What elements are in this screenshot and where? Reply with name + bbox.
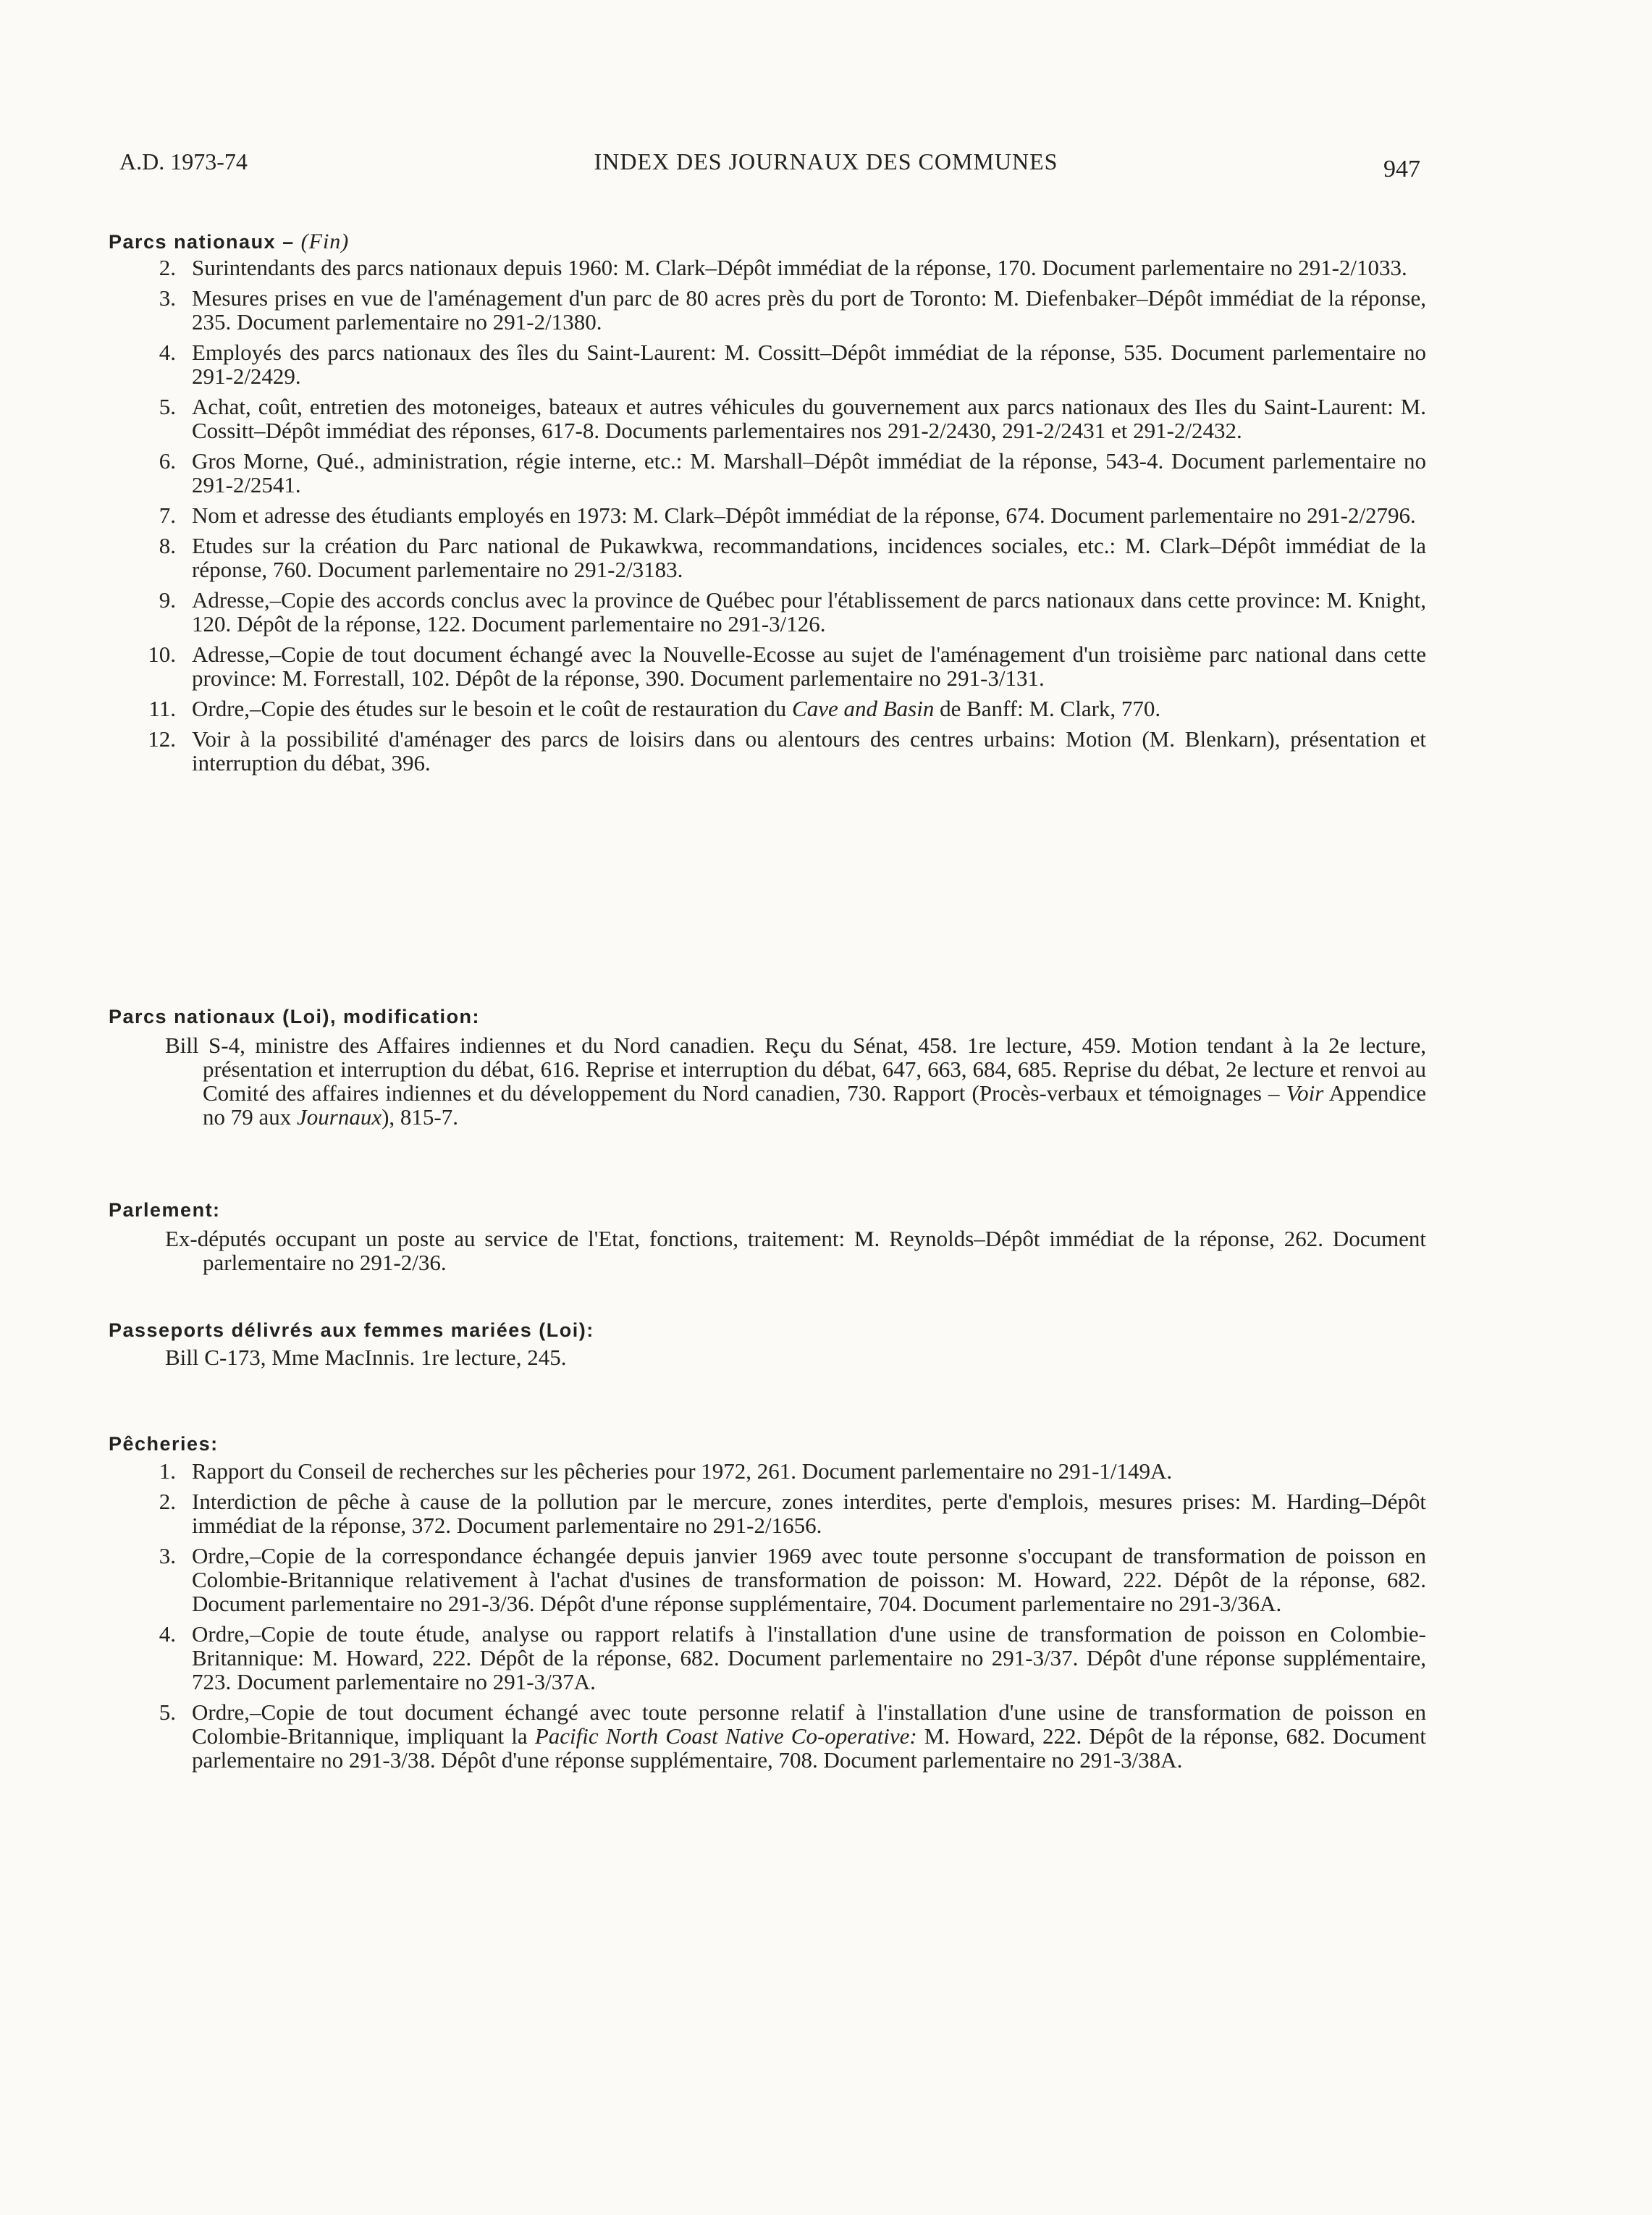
section-paragraph: Bill C-173, Mme MacInnis. 1re lecture, 245. [165,1345,567,1370]
section-parlement [109,1196,1426,1274]
header-title: INDEX DES JOURNAUX DES COMMUNES [594,148,1058,175]
list-item: 11. Ordre,–Copie des études sur le besoin et le coût de restauration du Cave and Basin de Banff: M. Clark, 770. [148,696,1161,721]
page-header [0,148,1652,192]
list-item: 12. Voir à la possibilité d'aménager des parcs de loisirs dans ou alentours des centres urbains: Motion (M. Blenkarn), présentation et interruption du débat, 396. [148,726,1426,776]
section-passeports [109,1316,1426,1369]
list-item: 5. Achat, coût, entretien des motoneiges, bateaux et autres véhicules du gouvernement aux parcs nationaux des Iles du Saint-Laurent: M. Cossitt–Dépôt immédiat des réponses, 617-8. Documents parlementaires nos 291-2/2430, 291-2/2431 et 291-2/2432. [159,394,1426,443]
section-paragraph: Bill S-4, ministre des Affaires indiennes et du Nord canadien. Reçu du Sénat, 458. 1re lecture, 459. Motion tendant à la 2e lecture, présentation et interruption du débat, 616. Reprise et interruption du débat, 647, 663, 684, 685. Reprise du débat, 2e lecture et renvoi au Comité des affaires indiennes et du développement du Nord canadien, 730. Rapport (Procès-verbaux et témoignages – Voir Appendice no 79 aux Journaux), 815-7. [165,1033,1427,1130]
list-item: 1. Rapport du Conseil de recherches sur les pêcheries pour 1972, 261. Document parlementaire no 291-1/149A. [159,1458,1173,1484]
list-item: 9. Adresse,–Copie des accords conclus avec la province de Québec pour l'établissement de parcs nationaux dans cette province: M. Knight, 120. Dépôt de la réponse, 122. Document parlementaire no 291-3/126. [159,587,1426,636]
section-parcs-nationaux [109,228,1426,781]
section-paragraph: Ex-députés occupant un poste au service de l'Etat, fonctions, traitement: M. Reynolds–Dépôt immédiat de la réponse, 262. Document parlementaire no 291-2/36. [165,1226,1426,1275]
list-item: 3. Ordre,–Copie de la correspondance échangée depuis janvier 1969 avec toute personne s'occupant de transformation de poisson en Colombie-Britannique relativement à l'achat d'usines de transformation de poisson: M. Howard, 222. Dépôt de la réponse, 682. Document parlementaire no 291-3/36. Dépôt d'une réponse supplémentaire, 704. Document parlementaire no 291-3/36A. [159,1543,1426,1616]
section-parcs-nationaux-loi [109,1003,1426,1129]
list-item: 6. Gros Morne, Qué., administration, régie interne, etc.: M. Marshall–Dépôt immédiat de la réponse, 543-4. Document parlementaire no 291-2/2541. [159,448,1426,497]
list-item: 2. Surintendants des parcs nationaux depuis 1960: M. Clark–Dépôt immédiat de la réponse, 170. Document parlementaire no 291-2/1033. [159,255,1407,280]
list-item: 2. Interdiction de pêche à cause de la pollution par le mercure, zones interdites, perte d'emplois, mesures prises: M. Harding–Dépôt immédiat de la réponse, 372. Document parlementaire no 291-2/1656. [159,1489,1426,1538]
list-item: 4. Ordre,–Copie de toute étude, analyse ou rapport relatifs à l'installation d'une usine de transformation de poisson en Colombie-Britannique: M. Howard, 222. Dépôt de la réponse, 682. Document parlementaire no 291-3/37. Dépôt d'une réponse supplémentaire, 723. Document parlementaire no 291-3/37A. [159,1621,1426,1694]
list-item: 3. Mesures prises en vue de l'aménagement d'un parc de 80 acres près du port de Toronto: M. Diefenbaker–Dépôt immédiat de la réponse, 235. Document parlementaire no 291-2/1380. [159,285,1426,335]
section-heading: Parcs nationaux – (Fin) [109,230,350,253]
section-heading: Pêcheries: [109,1433,219,1455]
page-number: 947 [1383,156,1420,182]
section-pecheries [109,1430,1426,1778]
list-item: 4. Employés des parcs nationaux des îles du Saint-Laurent: M. Cossitt–Dépôt immédiat de la réponse, 535. Document parlementaire no 291-2/2429. [159,340,1426,389]
section-heading: Parlement: [109,1199,221,1221]
list-item: 8. Etudes sur la création du Parc national de Pukawkwa, recommandations, incidences sociales, etc.: M. Clark–Dépôt immédiat de la réponse, 760. Document parlementaire no 291-2/3183. [159,533,1426,582]
list-item: 5. Ordre,–Copie de tout document échangé avec toute personne relatif à l'installation d'une usine de transformation de poisson en Colombie-Britannique, impliquant la Pacific North Coast Native Co-operative: M. Howard, 222. Dépôt de la réponse, 682. Document parlementaire no 291-3/38. Dépôt d'une réponse supplémentaire, 708. Document parlementaire no 291-3/38A. [159,1699,1426,1773]
section-heading: Passeports délivrés aux femmes mariées (Loi): [109,1319,594,1341]
list-item: 10. Adresse,–Copie de tout document échangé avec la Nouvelle-Ecosse au sujet de l'aménagement d'un troisième parc national dans cette province: M. Forrestall, 102. Dépôt de la réponse, 390. Document parlementaire no 291-3/131. [148,642,1426,691]
list-item: 7. Nom et adresse des étudiants employés en 1973: M. Clark–Dépôt immédiat de la réponse, 674. Document parlementaire no 291-2/2796. [159,503,1416,528]
section-heading: Parcs nationaux (Loi), modification: [109,1006,481,1027]
header-year: A.D. 1973-74 [119,148,248,175]
